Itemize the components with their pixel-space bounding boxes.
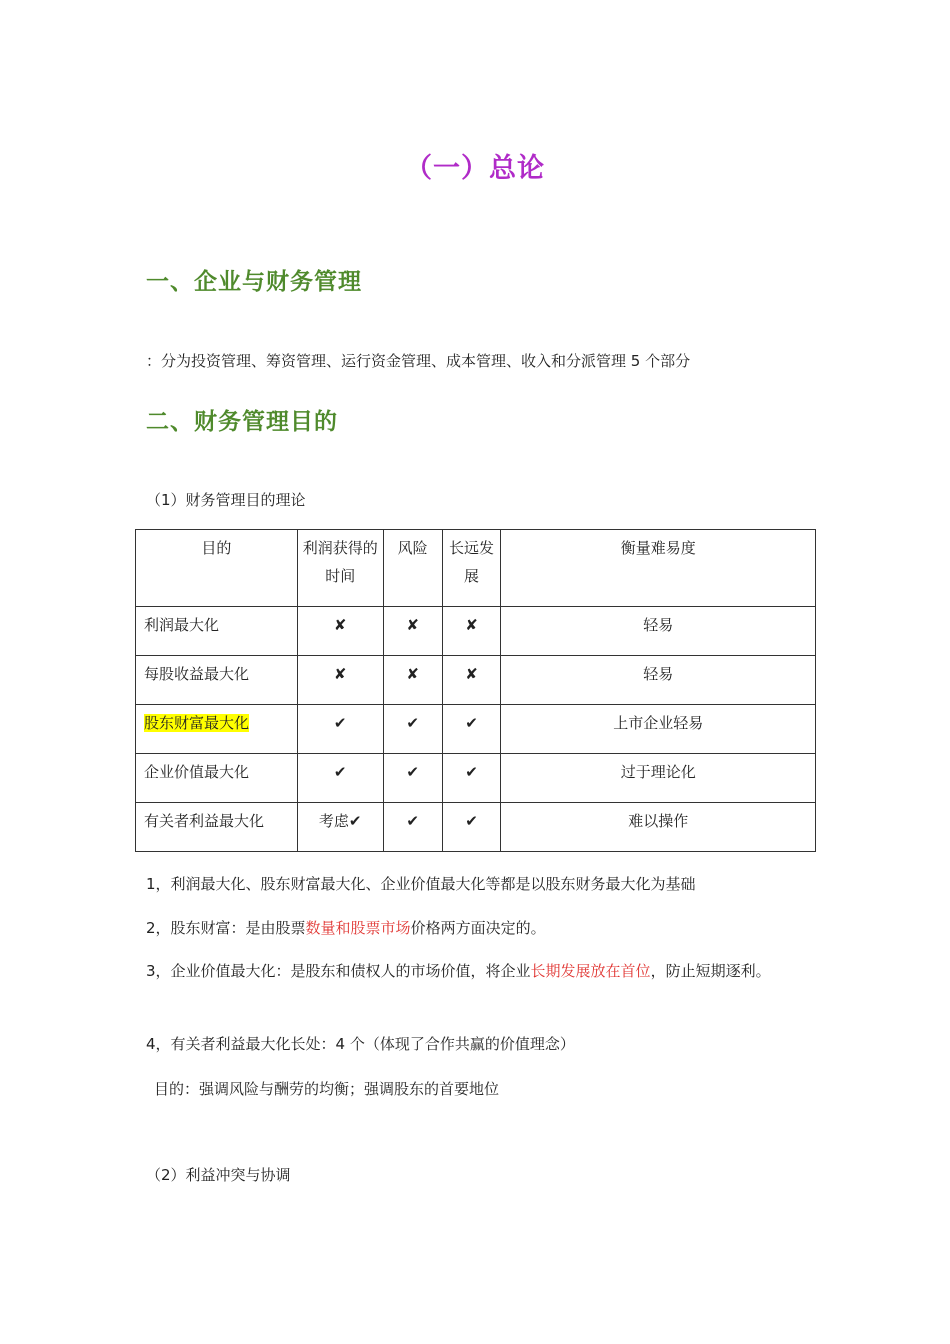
table-row xyxy=(136,754,816,803)
cross-icon: ✘ xyxy=(442,656,501,705)
row-goal-cell xyxy=(136,705,298,754)
page-title: （一）总论 xyxy=(405,153,545,184)
table-row xyxy=(136,656,816,705)
note-1: 1，利润最大化、股东财富最大化、企业价值最大化等都是以股东财务最大化为基础 xyxy=(146,875,696,893)
header-ease: 衡量难易度 xyxy=(501,530,816,607)
row-goal: 利润最大化 xyxy=(136,607,298,656)
check-icon: 考虑✔ xyxy=(297,803,383,852)
check-icon: ✔ xyxy=(383,803,442,852)
note-2-emphasis: 数量和股票市场 xyxy=(305,919,411,937)
note-2-text-b: 价格两方面决定的。 xyxy=(410,919,546,937)
check-icon: ✔ xyxy=(383,754,442,803)
note-3 xyxy=(146,957,816,986)
note-3-emphasis: 长期发展放在首位 xyxy=(530,962,651,980)
row-ease: 轻易 xyxy=(501,656,816,705)
cross-icon: ✘ xyxy=(383,656,442,705)
header-profit-time: 利润获得的时间 xyxy=(297,530,383,607)
check-icon: ✔ xyxy=(442,803,501,852)
note-2 xyxy=(146,917,546,938)
section-heading-2: 二、财务管理目的 xyxy=(146,409,338,435)
table-row xyxy=(136,607,816,656)
cross-icon: ✘ xyxy=(297,656,383,705)
note-3-text-a: 3，企业价值最大化：是股东和债权人的市场价值，将企业 xyxy=(146,962,531,980)
check-icon: ✔ xyxy=(442,705,501,754)
subheading-conflict: （2）利益冲突与协调 xyxy=(146,1166,291,1184)
table-row xyxy=(136,705,816,754)
row-goal: 企业价值最大化 xyxy=(136,754,298,803)
header-risk: 风险 xyxy=(383,530,442,607)
cross-icon: ✘ xyxy=(297,607,383,656)
row-goal-highlighted: 股东财富最大化 xyxy=(144,714,250,732)
header-goal: 目的 xyxy=(136,530,298,607)
header-long-term: 长远发展 xyxy=(442,530,501,607)
check-icon: ✔ xyxy=(297,754,383,803)
check-icon: ✔ xyxy=(383,705,442,754)
row-ease: 过于理论化 xyxy=(501,754,816,803)
note-2-text-a: 2，股东财富：是由股票 xyxy=(146,919,306,937)
subheading-theory: （1）财务管理目的理论 xyxy=(146,491,306,509)
cross-icon: ✘ xyxy=(383,607,442,656)
check-icon: ✔ xyxy=(297,705,383,754)
note-3-text-b: ，防止短期逐利。 xyxy=(650,962,771,980)
note-5: 目的：强调风险与酬劳的均衡；强调股东的首要地位 xyxy=(154,1080,500,1098)
row-ease: 难以操作 xyxy=(501,803,816,852)
note-4: 4，有关者利益最大化长处：4 个（体现了合作共赢的价值理念） xyxy=(146,1035,575,1053)
section1-text: ：分为投资管理、筹资管理、运行资金管理、成本管理、收入和分派管理 5 个部分 xyxy=(146,352,691,370)
table-header-row xyxy=(136,530,816,607)
table-row xyxy=(136,803,816,852)
row-goal: 有关者利益最大化 xyxy=(136,803,298,852)
goals-table xyxy=(135,529,816,852)
check-icon: ✔ xyxy=(442,754,501,803)
cross-icon: ✘ xyxy=(442,607,501,656)
row-ease: 轻易 xyxy=(501,607,816,656)
row-ease: 上市企业轻易 xyxy=(501,705,816,754)
row-goal: 每股收益最大化 xyxy=(136,656,298,705)
section-heading-1: 一、企业与财务管理 xyxy=(146,269,362,295)
